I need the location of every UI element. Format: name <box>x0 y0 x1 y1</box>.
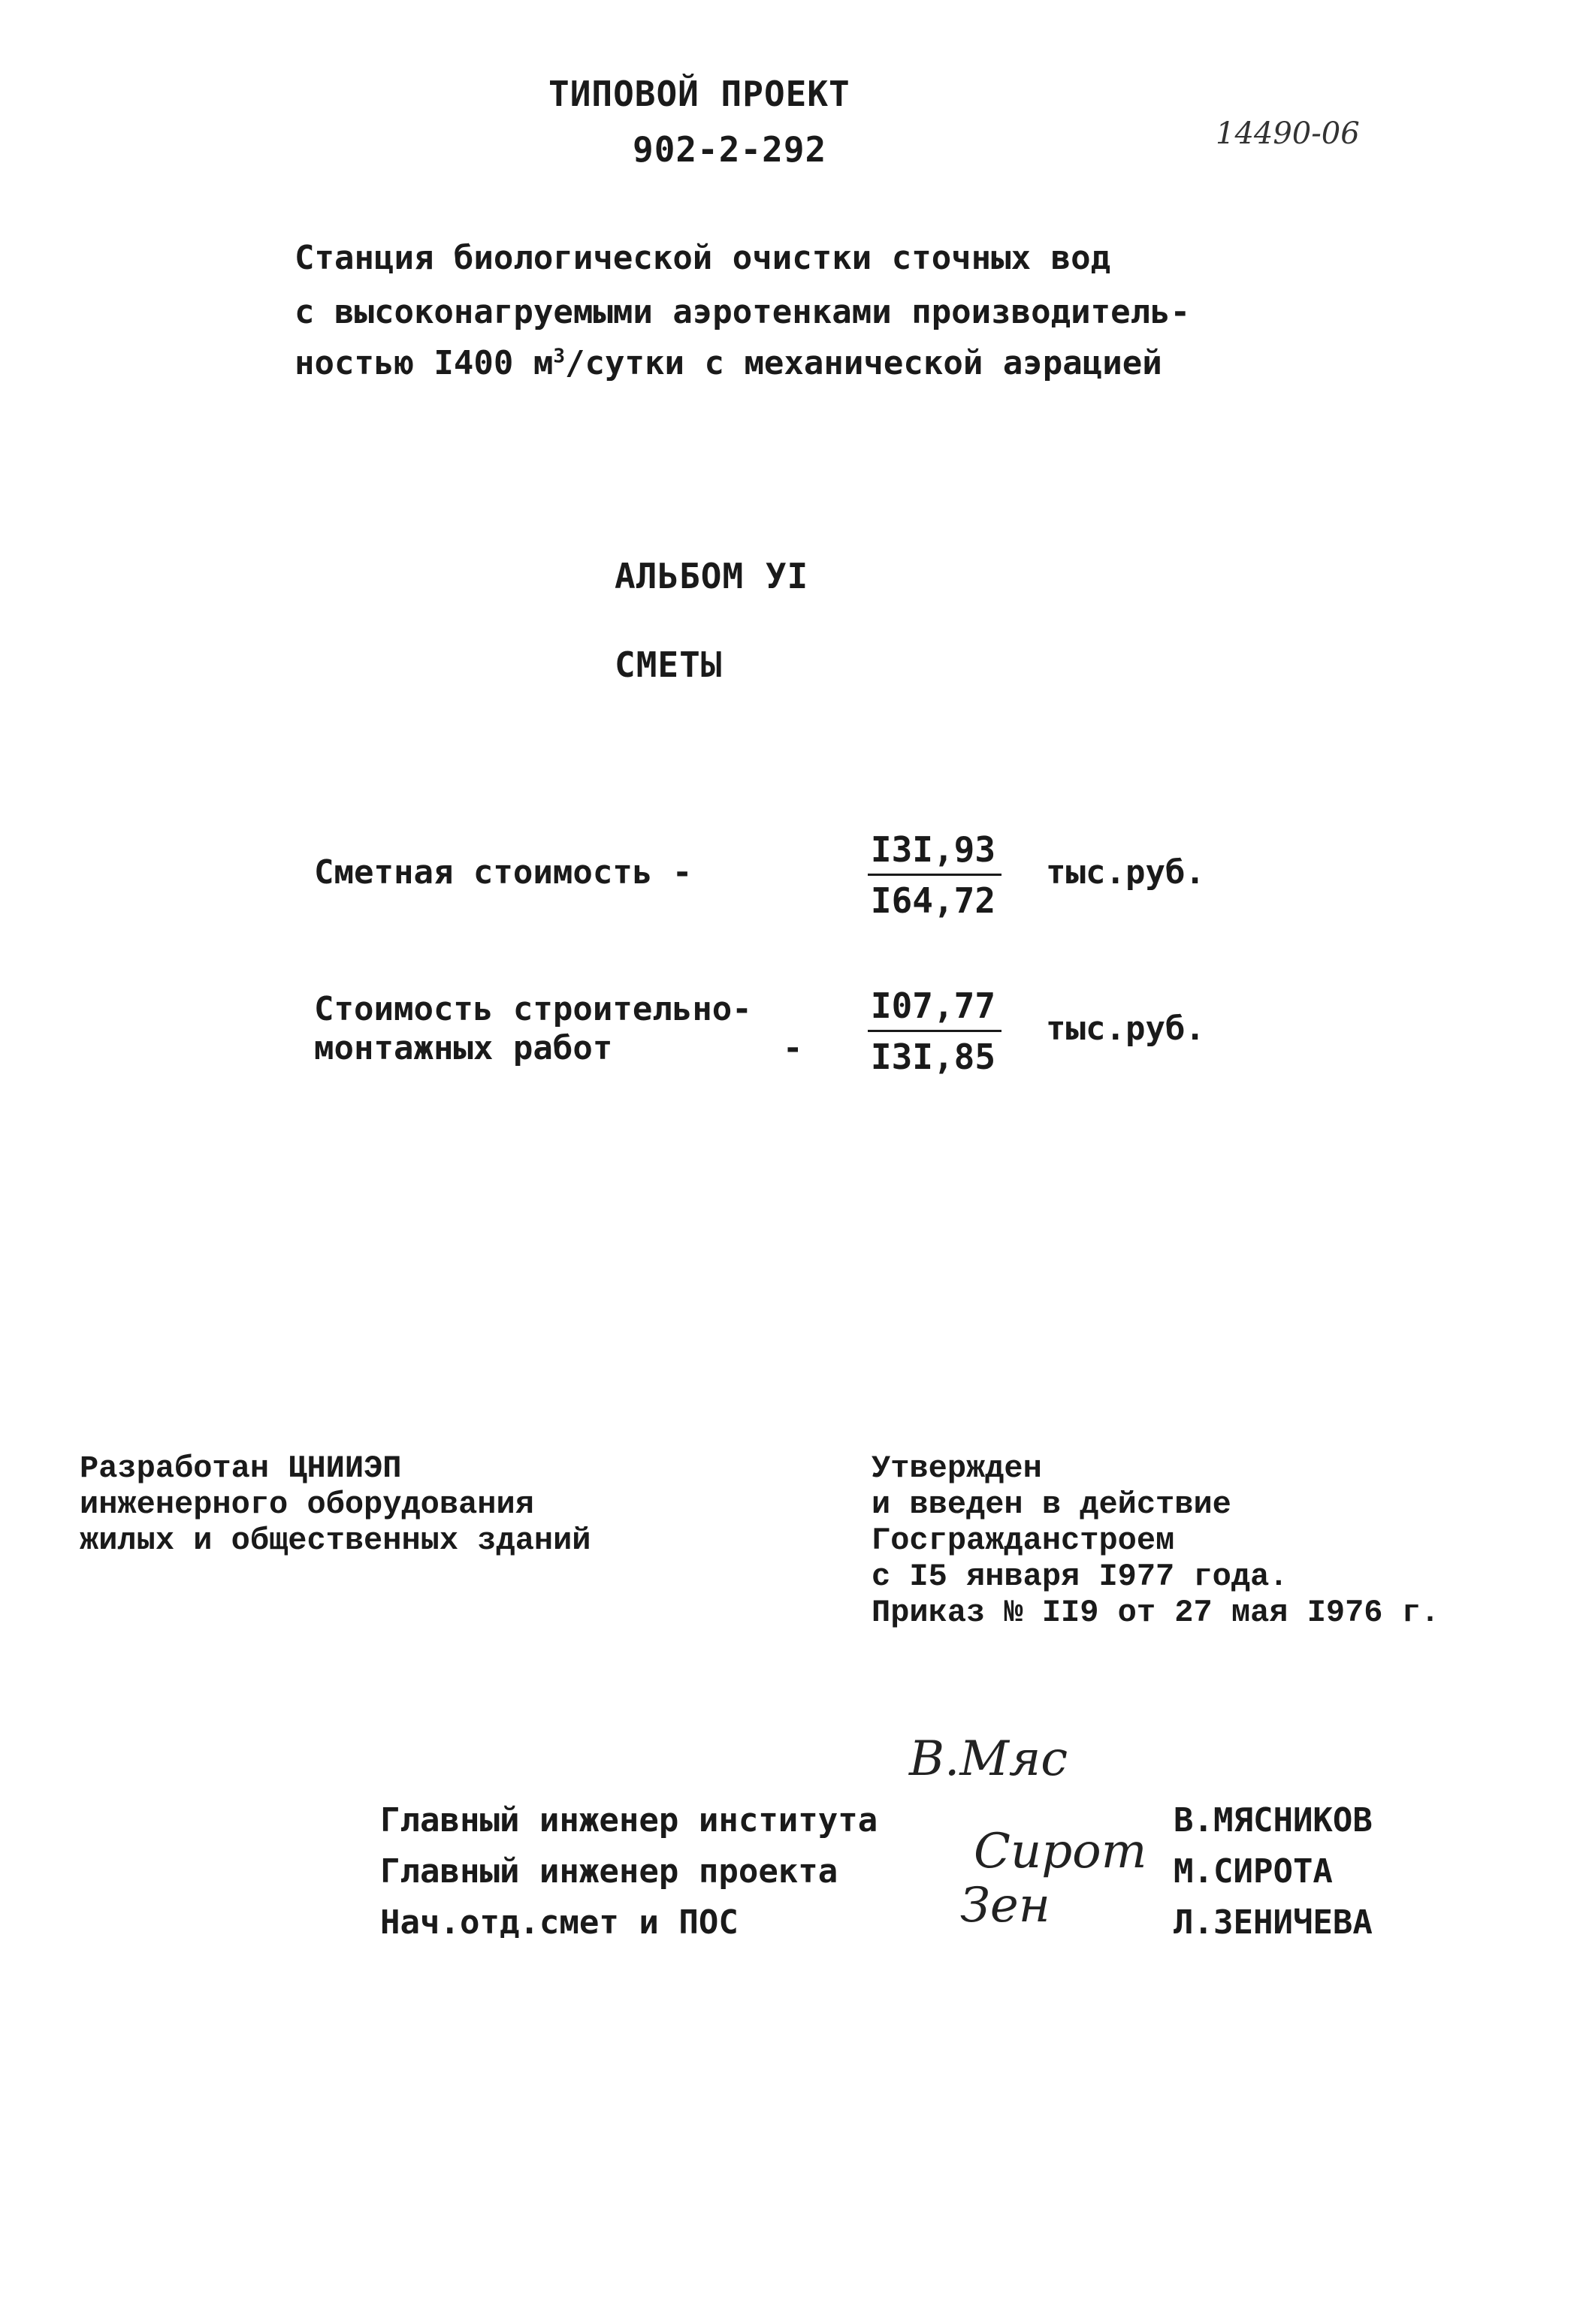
construction-cost-denominator: I3I,85 <box>870 1037 996 1077</box>
signatory-role-chief-engineer-project: Главный инженер проекта <box>380 1852 838 1891</box>
fraction-bar <box>868 1030 1001 1032</box>
signatory-name: Л.ЗЕНИЧЕВА <box>1174 1903 1373 1942</box>
description-line-1: Станция биологической очистки сточных вод <box>295 239 1111 277</box>
handwritten-signature: В.Мяс <box>909 1731 1068 1787</box>
approval-line-3: Госгражданстроем <box>872 1523 1175 1559</box>
approval-line-4: с I5 января I977 года. <box>872 1559 1288 1595</box>
construction-cost-numerator: I07,77 <box>870 985 996 1026</box>
approval-line-2: и введен в действие <box>872 1486 1231 1523</box>
description-capacity: ностью I400 м <box>295 344 554 382</box>
fraction-bar <box>868 874 1001 876</box>
superscript-3: 3 <box>553 345 566 368</box>
developer-line-1: Разработан ЦНИИЭП <box>80 1450 402 1486</box>
estimated-cost-label: Сметная стоимость - <box>314 853 693 892</box>
handwritten-id: 14490-06 <box>1216 116 1360 151</box>
approval-line-5: Приказ № II9 от 27 мая I976 г. <box>872 1595 1440 1631</box>
estimated-cost-denominator: I64,72 <box>870 880 996 921</box>
album-title: АЛЬБОМ УI <box>615 556 809 596</box>
handwritten-signature: Сирот <box>974 1824 1147 1879</box>
developer-line-2: инженерного оборудования <box>80 1486 534 1523</box>
signatory-role-head-estimates-dept: Нач.отд.смет и ПОС <box>380 1903 739 1942</box>
estimated-cost-numerator: I3I,93 <box>870 829 996 870</box>
developer-line-3: жилых и общественных зданий <box>80 1523 591 1559</box>
construction-cost-label-1: Стоимость строительно- <box>314 990 752 1028</box>
construction-cost-dash: - <box>783 1029 803 1067</box>
description-line-2: с высоконагруемыми аэротенками производитель- <box>295 293 1191 331</box>
signatory-name: М.СИРОТА <box>1174 1852 1333 1891</box>
description-capacity-rest: /сутки с механической аэрацией <box>565 344 1162 382</box>
approval-line-1: Утвержден <box>872 1450 1042 1486</box>
project-number: 902-2-292 <box>633 129 827 170</box>
description-line-3 <box>295 344 1162 382</box>
handwritten-signature: Зен <box>960 1878 1050 1933</box>
project-type-title: ТИПОВОЙ ПРОЕКТ <box>548 74 850 114</box>
signatory-name: В.МЯСНИКОВ <box>1174 1801 1373 1840</box>
construction-cost-unit: тыс.руб. <box>1046 1010 1205 1048</box>
estimated-cost-unit: тыс.руб. <box>1046 853 1205 892</box>
construction-cost-label-2: монтажных работ <box>314 1029 613 1067</box>
signatory-role-chief-engineer-institute: Главный инженер института <box>380 1801 878 1840</box>
album-subtitle: СМЕТЫ <box>615 644 723 685</box>
